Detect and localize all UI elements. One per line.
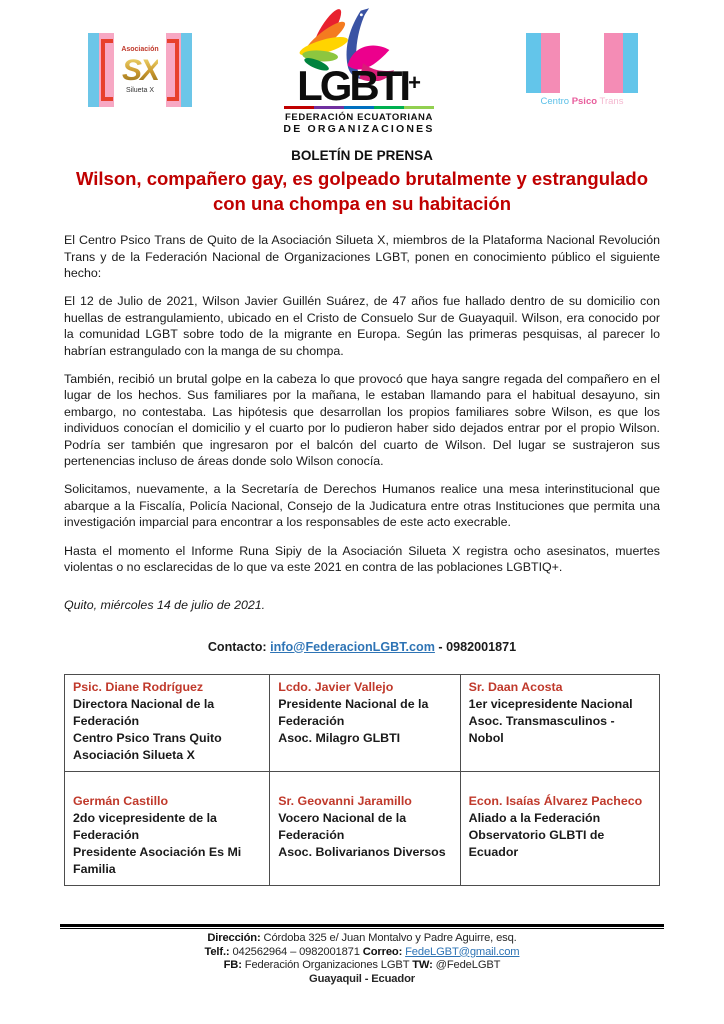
silueta-x-logo [88,33,192,107]
signatory-role: Aliado a la Federación [468,810,601,825]
silueta-logo-bottom-label: Silueta X [125,86,155,94]
signatory-role: Directora Nacional de la Federación [73,696,215,728]
press-headline: Wilson, compañero gay, es golpeado brutalmente y estrangulado con una chompa en su habitación [75,168,649,214]
dateline: Quito, miércoles 14 de julio de 2021. [64,597,266,612]
footer-rule-thick [60,924,664,927]
signatory-role: Presidente Asociación Es Mi Familia [73,844,242,876]
logo-header [0,0,724,140]
trans-flag-stripe [99,33,114,107]
federation-lgbti-logo [266,5,452,136]
signatory-role: Asoc. Transmasculinos - Nobol [468,713,615,745]
plus-icon: + [408,69,421,95]
signatory-role: Observatorio GLBTI de Ecuador [468,827,605,859]
signatory-role: Vocero Nacional de la Federación [278,810,407,842]
signatory-name: Econ. Isaías Álvarez Pacheco [468,793,643,808]
centro-psico-trans-caption: Centro Psico Trans [540,96,624,107]
footer-social-line [60,959,664,973]
signatory-name: Sr. Daan Acosta [468,679,563,694]
signatory-role: 1er vicepresidente Nacional [468,696,633,711]
footer-rule-thin [60,928,664,929]
footer-address: Córdoba 325 e/ Juan Montalvo y Padre Aguirre, esq. [263,932,517,944]
contact-line [64,640,660,654]
trans-flag-house [526,33,638,93]
contact-email-link[interactable]: info@FederacionLGBT.com [270,639,435,654]
signatory-cell [460,674,659,771]
paragraph-2: El 12 de Julio de 2021, Wilson Javier Guillén Suárez, de 47 años fue hallado dentro de su domicilio con huellas de estrangulamiento, ubicado en el Cristo de Consuelo Sur de Guayaquil. Wilson, era conocido por la comunidad LGBT sobre todo de la migrante en Europa. Según las primeras pesquisas, al parecer lo habrían estrangulado con la manga de su chompa. [64,294,660,358]
contact-label: Contacto: [207,639,267,654]
footer-phone-label: Telf.: [204,945,230,958]
signatories-table [64,674,660,886]
silueta-x-logo-text [114,33,166,107]
bracket-left-icon [101,39,113,101]
trans-flag-stripe [181,33,192,107]
signatory-cell [460,771,659,885]
footer-email-label: Correo: [362,945,403,958]
silueta-logo-monogram: SX [121,53,159,87]
federation-name-line2: DE ORGANIZACIONES [283,123,435,136]
footer-tw: @FedeLGBT [435,959,501,972]
signatory-role: Asoc. Milagro GLBTI [278,730,401,745]
trans-flag-stripe [88,33,99,107]
trans-flag-stripe [526,33,541,93]
centro-psico-trans-logo [526,33,638,107]
paragraph-3: También, recibió un brutal golpe en la cabeza lo que provocó que haya sangre regada del compañero en el lugar de los hechos. Sus familiares por la mañana, le estaban llamando para el habitual desayuno, sin embargo, no contestaba. Las hipótesis que desarrollan los propios familiares sobre Wilson, es que los individuos conocían el domicilio y el cuarto por lo pudieron haber sido dejados entrar por el propio Wilson. Podría ser también que ingresaron por el balcón del cuarto de Wilson. Del lugar se sustrajeron sus pertenencias incluso de áreas donde solo Wilson conocía. [64,372,660,469]
footer-address-line [60,932,664,946]
paragraph-4: Solicitamos, nuevamente, a la Secretaría de Derechos Humanos realice una mesa interinstitucional que abarque a la Fiscalía, Policía Nacional, Consejo de la Judicatura entre otras Instituciones que permita una investigación imparcial para encontrar a los responsables de este acto execrable. [64,482,660,530]
footer-address-label: Dirección: [207,932,261,944]
signatory-name: Lcdo. Javier Vallejo [278,679,394,694]
signatory-role: Asoc. Bolivarianos Diversos [278,844,446,859]
signatory-role: Presidente Nacional de la Federación [278,696,429,728]
trans-flag-stripe [623,33,638,93]
footer-city: Guayaquil - Ecuador [309,972,415,985]
signatory-role: Asociación Silueta X [73,747,195,762]
bracket-right-icon [167,39,179,101]
press-kicker: BOLETÍN DE PRENSA [291,148,433,163]
trans-flag-stripe [541,33,560,93]
signatory-role: Centro Psico Trans Quito [73,730,222,745]
table-row [65,674,660,771]
paragraph-5: Hasta el momento el Informe Runa Sipiy de la Asociación Silueta X registra ocho asesinatos, muertes violentas o no esclarecidas de lo que va este 2021 en contra de las poblaciones LGBTIQ+. [64,543,660,575]
contact-phone: - 0982001871 [438,639,517,654]
signatory-cell [270,771,460,885]
federation-acronym: LGBTI+ [297,61,421,109]
table-row [65,771,660,885]
footer-fb-label: FB: [223,959,242,972]
signatory-name: Germán Castillo [73,793,169,808]
paragraph-1: El Centro Psico Trans de Quito de la Asociación Silueta X, miembros de la Plataforma Nacional Revolución Trans y de la Federación Nacional de Organizaciones LGBT, ponen en conocimiento público el siguiente hecho: [64,233,660,280]
silueta-logo-top-label: Asociación [121,45,159,53]
signatory-name: Sr. Geovanni Jaramillo [278,793,412,808]
footer-tw-label: TW: [412,959,433,972]
signatory-cell [65,674,270,771]
document-body [0,148,724,886]
signatory-cell [270,674,460,771]
footer-fb: Federación Organizaciones LGBT [244,959,410,972]
federation-name-line1: FEDERACIÓN ECUATORIANA [285,112,433,124]
signatory-role: 2do vicepresidente de la Federación [73,810,217,842]
trans-flag-stripe [166,33,181,107]
trans-flag-stripe [604,33,623,93]
footer-phone: 042562964 – 0982001871 [232,945,360,958]
footer-phone-line [60,946,664,960]
footer-email-link[interactable]: FedeLGBT@gmail.com [405,945,520,958]
signatory-name: Psic. Diane Rodríguez [73,679,204,694]
document-footer [60,924,664,986]
signatory-cell [65,771,270,885]
